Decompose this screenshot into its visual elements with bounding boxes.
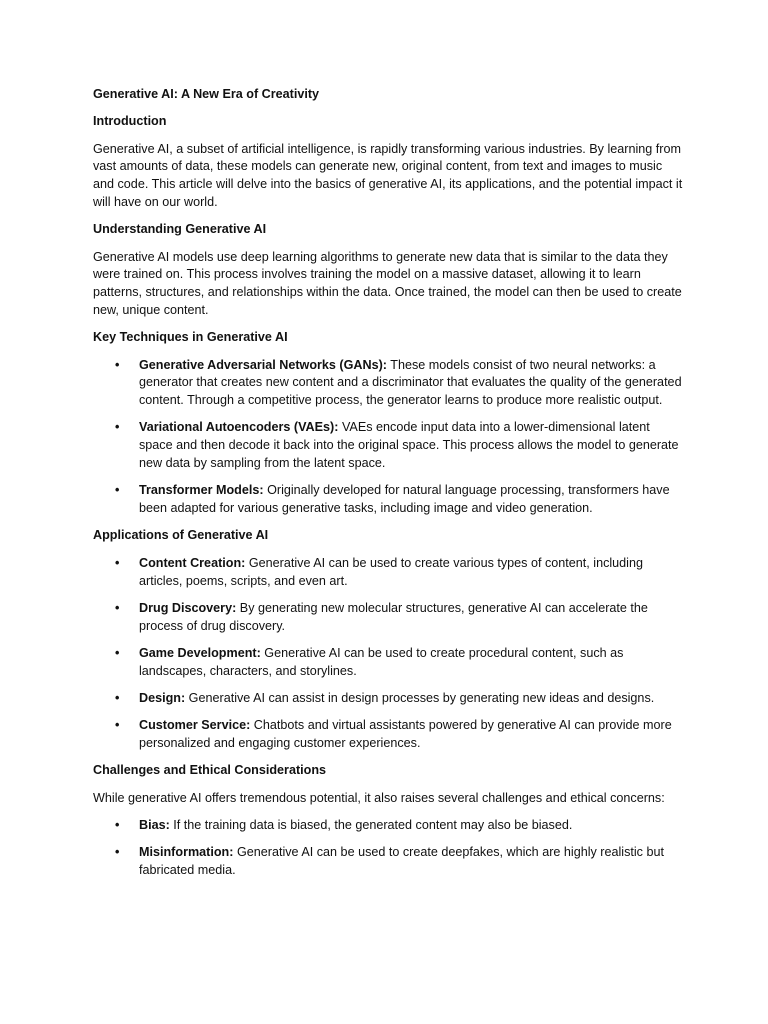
bullet-term: Variational Autoencoders (VAEs): bbox=[139, 420, 339, 435]
list-item bbox=[93, 717, 683, 753]
list-item bbox=[93, 690, 683, 708]
understanding-paragraph: Generative AI models use deep learning algorithms to generate new data that is similar to the data they were trained on. This process involves training the model on a massive dataset, allowing it to learn patterns, structures, and relationships within the data. Once trained, the model can then be used to create new, unique content. bbox=[93, 249, 682, 317]
bullet-text: VAEs encode input data into a lower-dimensional latent space and then decode it back into the original space. This process allows the model to generate new data by sampling from the latent space. bbox=[139, 420, 679, 471]
document-title: Generative AI: A New Era of Creativity bbox=[93, 87, 320, 101]
bullet-term: Generative Adversarial Networks (GANs): bbox=[139, 357, 388, 372]
bullet-term: Drug Discovery: bbox=[139, 600, 237, 615]
bullet-text: Generative AI can be used to create deepfakes, which are highly realistic but fabricated media. bbox=[139, 845, 664, 878]
document-page bbox=[93, 86, 683, 889]
bullet-term: Misinformation: bbox=[139, 845, 234, 860]
challenges-list bbox=[93, 817, 683, 880]
introduction-paragraph: Generative AI, a subset of artificial intelligence, is rapidly transforming various industries. By learning from vast amounts of data, these models can generate new, original content, from text and images to music and code. This article will delve into the basics of generative AI, its applications, and the potential impact it will have on our world. bbox=[93, 141, 683, 209]
bullet-glyph: • bbox=[115, 645, 120, 660]
bullet-text: These models consist of two neural networks: a generator that creates new content and a discriminator that evaluates the quality of the generated content. Through a competitive process, the generator learns to produce more realistic output. bbox=[139, 357, 682, 408]
applications-list bbox=[93, 555, 683, 753]
bullet-glyph: • bbox=[115, 691, 120, 706]
section-heading-applications: Applications of Generative AI bbox=[93, 528, 269, 543]
section-heading-introduction: Introduction bbox=[93, 114, 167, 129]
bullet-glyph: • bbox=[115, 818, 120, 832]
bullet-term: Bias: bbox=[139, 818, 170, 832]
list-item bbox=[93, 555, 683, 591]
bullet-text: By generating new molecular structures, generative AI can accelerate the process of drug discovery. bbox=[139, 600, 648, 633]
list-item bbox=[93, 419, 683, 472]
bullet-text: Generative AI can be used to create various types of content, including articles, poems, scripts, and even art. bbox=[139, 555, 643, 588]
list-item bbox=[93, 482, 683, 518]
bullet-term: Transformer Models: bbox=[139, 483, 264, 498]
bullet-glyph: • bbox=[115, 555, 120, 570]
bullet-glyph: • bbox=[115, 483, 120, 498]
bullet-glyph: • bbox=[115, 420, 120, 435]
bullet-glyph: • bbox=[115, 600, 120, 615]
bullet-glyph: • bbox=[115, 845, 120, 860]
bullet-term: Content Creation: bbox=[139, 555, 246, 570]
list-item bbox=[93, 817, 683, 835]
bullet-text: Generative AI can assist in design processes by generating new ideas and designs. bbox=[185, 691, 655, 706]
list-item bbox=[93, 844, 683, 880]
bullet-text: Generative AI can be used to create procedural content, such as landscapes, characters, and storylines. bbox=[139, 645, 624, 678]
bullet-term: Game Development: bbox=[139, 645, 261, 660]
bullet-glyph: • bbox=[115, 718, 120, 733]
bullet-glyph: • bbox=[115, 357, 120, 372]
key-techniques-list bbox=[93, 357, 683, 518]
section-heading-challenges: Challenges and Ethical Considerations bbox=[93, 763, 327, 778]
bullet-text: Chatbots and virtual assistants powered by generative AI can provide more personalized and engaging customer experiences. bbox=[139, 718, 672, 751]
list-item bbox=[93, 600, 683, 636]
bullet-term: Customer Service: bbox=[139, 718, 251, 733]
bullet-text: If the training data is biased, the generated content may also be biased. bbox=[169, 818, 573, 832]
section-heading-understanding: Understanding Generative AI bbox=[93, 222, 267, 237]
list-item bbox=[93, 357, 683, 410]
challenges-paragraph: While generative AI offers tremendous potential, it also raises several challenges and ethical concerns: bbox=[93, 790, 665, 805]
section-heading-key-techniques: Key Techniques in Generative AI bbox=[93, 330, 288, 345]
list-item bbox=[93, 645, 683, 681]
bullet-term: Design: bbox=[139, 691, 186, 706]
bullet-text: Originally developed for natural language processing, transformers have been adapted for various generative tasks, including image and video generation. bbox=[139, 483, 670, 516]
